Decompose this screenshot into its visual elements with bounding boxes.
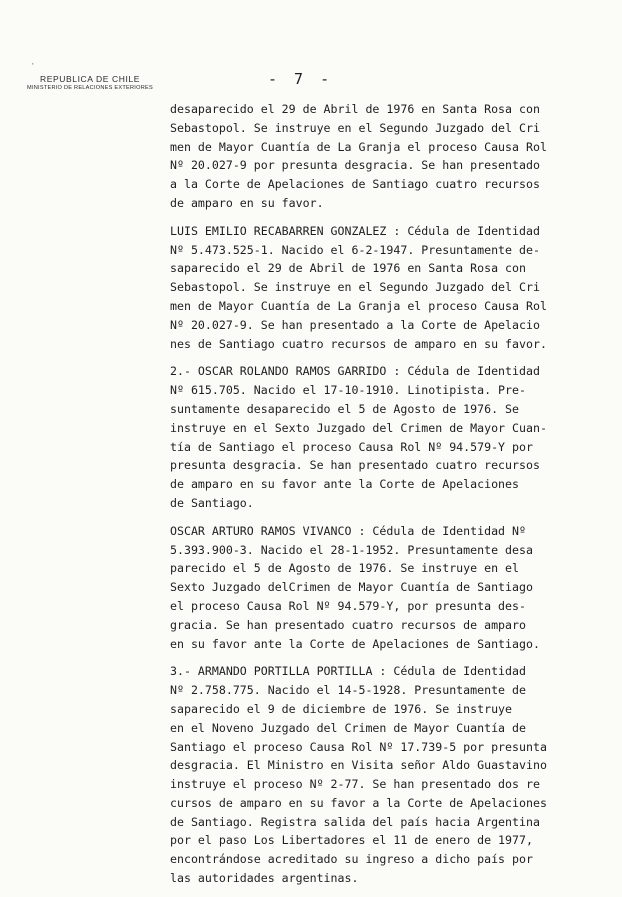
paragraph xyxy=(170,100,590,213)
text-line: OSCAR ARTURO RAMOS VIVANCO : Cédula de Identidad Nº xyxy=(170,523,526,538)
text-line: Santiago el proceso Causa Rol Nº 17.739-5 por presunta xyxy=(170,739,547,754)
text-line: de Santiago. Registra salida del país hacia Argentina xyxy=(170,814,540,829)
text-line: de Santiago. xyxy=(170,495,254,510)
text-line: Nº 20.027-9. Se han presentado a la Corte de Apelacio xyxy=(170,317,540,332)
letterhead-country: REPUBLICA DE CHILE xyxy=(39,74,141,84)
text-line: instruye el proceso Nº 2-77. Se han presentado dos re xyxy=(170,777,540,792)
text-line: las autoridades argentinas. xyxy=(170,871,359,886)
text-line: encontrándose acreditado su ingreso a dicho país por xyxy=(170,852,533,867)
text-line: de amparo en su favor ante la Corte de Apelaciones xyxy=(170,477,520,492)
document-body xyxy=(170,100,590,897)
text-line: por el paso Los Libertadores el 11 de enero de 1977, xyxy=(170,833,533,848)
text-line: Sebastopol. Se instruye en el Segundo Juzgado del Cri xyxy=(170,120,540,135)
text-line: Sebastopol. Se instruye en el Segundo Juzgado del Cri xyxy=(170,280,540,295)
text-line: 3.- ARMANDO PORTILLA PORTILLA : Cédula de Identidad xyxy=(170,664,526,679)
paragraph xyxy=(170,362,590,512)
text-line: en el Noveno Juzgado del Crimen de Mayor Cuantía de xyxy=(170,720,526,735)
text-line: tía de Santiago el proceso Causa Rol Nº 94.579-Y por xyxy=(170,439,533,454)
text-line: men de Mayor Cuantía de La Granja el proceso Causa Rol xyxy=(170,139,547,154)
text-line: Nº 2.758.775. Nacido el 14-5-1928. Presuntamente de xyxy=(170,683,526,698)
paragraph xyxy=(170,662,590,888)
text-line: 2.- OSCAR ROLANDO RAMOS GARRIDO : Cédula de Identidad xyxy=(170,364,540,379)
punch-hole-mark: · xyxy=(30,60,36,70)
text-line: men de Mayor Cuantía de La Granja el proceso Causa Rol xyxy=(170,298,547,313)
page-number: - 7 - xyxy=(268,70,334,88)
text-line: nes de Santiago cuatro recursos de amparo en su favor. xyxy=(170,336,547,351)
text-line: Nº 5.473.525-1. Nacido el 6-2-1947. Presuntamente de- xyxy=(170,242,540,257)
text-line: LUIS EMILIO RECABARREN GONZALEZ : Cédula de Identidad xyxy=(170,223,540,238)
text-line: parecido el 5 de Agosto de 1976. Se instruye en el xyxy=(170,561,520,576)
text-line: presunta desgracia. Se han presentado cuatro recursos xyxy=(170,458,540,473)
text-line: 5.393.900-3. Nacido el 28-1-1952. Presuntamente desa xyxy=(170,542,533,557)
text-line: instruye en el Sexto Juzgado del Crimen de Mayor Cuan- xyxy=(170,420,547,435)
letterhead xyxy=(10,74,170,92)
text-line: Nº 20.027-9 por presunta desgracia. Se han presentado xyxy=(170,158,540,173)
text-line: Nº 615.705. Nacido el 17-10-1910. Linotipista. Pre- xyxy=(170,383,526,398)
text-line: gracia. Se han presentado cuatro recursos de amparo xyxy=(170,617,526,632)
text-line: saparecido el 29 de Abril de 1976 en Santa Rosa con xyxy=(170,261,526,276)
text-line: el proceso Causa Rol Nº 94.579-Y, por presunta des- xyxy=(170,598,526,613)
text-line: saparecido el 9 de diciembre de 1976. Se instruye xyxy=(170,701,513,716)
text-line: cursos de amparo en su favor a la Corte de Apelaciones xyxy=(170,795,547,810)
text-line: desgracia. El Ministro en Visita señor Aldo Guastavino xyxy=(170,758,547,773)
text-line: en su favor ante la Corte de Apelaciones de Santiago. xyxy=(170,636,540,651)
text-line: suntamente desaparecido el 5 de Agosto de 1976. Se xyxy=(170,401,520,416)
paragraph xyxy=(170,222,590,354)
text-line: Sexto Juzgado delCrimen de Mayor Cuantía de Santiago xyxy=(170,580,533,595)
paragraph xyxy=(170,522,590,654)
text-line: de amparo en su favor. xyxy=(170,195,324,210)
letterhead-ministry: MINISTERIO DE RELACIONES EXTERIORES xyxy=(27,85,153,91)
text-line: desaparecido el 29 de Abril de 1976 en Santa Rosa con xyxy=(170,102,540,116)
text-line: a la Corte de Apelaciones de Santiago cuatro recursos xyxy=(170,177,540,192)
